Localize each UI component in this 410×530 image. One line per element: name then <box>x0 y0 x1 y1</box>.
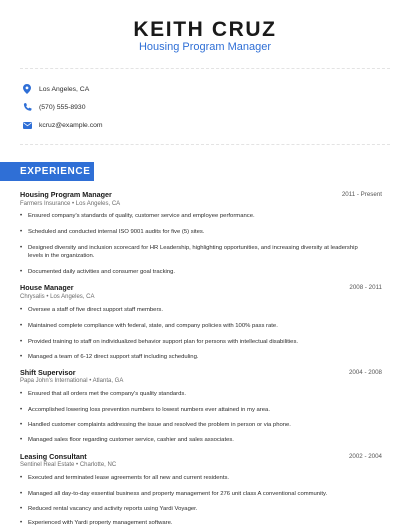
list-item: • Experienced with Yardi property management software. <box>20 520 173 526</box>
job-dates: 2002 - 2004 <box>348 453 382 460</box>
contact-phone <box>20 100 85 114</box>
location-text: Los Angeles, CA <box>39 85 90 93</box>
list-item: • Maintained complete compliance with federal, state, and company policies with 100% pass rate. <box>20 323 278 329</box>
job-company-line: Farmers Insurance • Los Angeles, CA <box>20 201 121 207</box>
job-dates: 2011 - Present <box>341 191 382 198</box>
job-location: Los Angeles, CA <box>75 201 121 207</box>
contact-divider <box>20 144 390 145</box>
list-item: • Managed all day-to-day essential business and property management for 276 unit class A conventional community. <box>20 491 328 497</box>
job-company-line: Chrysalis • Los Angeles, CA <box>20 294 95 300</box>
list-item: • Handled customer complaints addressing the issue and resolved the problem in person or via phone. <box>20 422 291 428</box>
job-title: Housing Program Manager <box>20 190 112 199</box>
job-dates: 2008 - 2011 <box>349 284 382 291</box>
job-company: Sentinel Real Estate <box>20 462 75 468</box>
job-location: Los Angeles, CA <box>50 294 95 300</box>
experience-section-header <box>0 162 94 181</box>
email-icon <box>20 118 34 132</box>
list-item: • Designed diversity and inclusion scorecard for HR Leadership, highlighting opportunities, and increasing diversity at leadership levels in the organization. <box>20 245 358 260</box>
list-item: • Executed and terminated lease agreements for all new and current residents. <box>20 475 230 481</box>
list-item: • Provided training to staff on individualized behavior support plan for persons with intellectual disabilities. <box>20 339 299 345</box>
phone-text: (570) 555-8930 <box>39 103 86 111</box>
job-company-line: Sentinel Real Estate • Charlotte, NC <box>20 462 117 468</box>
list-item: • Ensured that all orders met the company's quality standards. <box>20 391 186 397</box>
map-pin-icon <box>20 82 34 96</box>
resume-title: Housing Program Manager <box>138 41 272 53</box>
list-item: • Oversee a staff of five direct support staff members. <box>20 307 163 313</box>
phone-icon <box>20 100 34 114</box>
list-item: • Managed a team of 6-12 direct support staff including scheduling. <box>20 354 199 360</box>
job-title: House Manager <box>20 283 74 292</box>
email-text: kcruz@example.com <box>39 121 103 129</box>
list-item: • Accomplished lowering loss prevention numbers to lowest numbers ever attained in my area. <box>20 407 270 413</box>
list-item: • Managed sales floor regarding customer service, cashier and sales associates. <box>20 437 234 443</box>
contact-email <box>20 118 103 132</box>
contact-location <box>20 82 89 96</box>
list-item: • Scheduled and conducted internal ISO 9001 audits for five (5) sites. <box>20 229 205 235</box>
list-item: • Ensured company's standards of quality, customer service and employee performance. <box>20 213 255 219</box>
job-company: Chrysalis <box>20 294 45 300</box>
list-item: • Documented daily activities and consumer goal tracking. <box>20 269 176 275</box>
job-company: Farmers Insurance <box>20 201 71 207</box>
job-title: Leasing Consultant <box>20 452 87 461</box>
job-location: Atlanta, GA <box>92 378 124 384</box>
job-company-line: Papa John's International • Atlanta, GA <box>20 378 124 384</box>
resume-name: KEITH CRUZ <box>133 18 277 41</box>
experience-label: EXPERIENCE <box>20 166 91 177</box>
job-title: Shift Supervisor <box>20 368 76 377</box>
list-item: • Reduced rental vacancy and activity reports using Yardi Voyager. <box>20 506 198 512</box>
job-company: Papa John's International <box>20 378 88 384</box>
job-dates: 2004 - 2008 <box>348 369 382 376</box>
header-divider <box>20 68 390 69</box>
job-location: Charlotte, NC <box>79 462 117 468</box>
